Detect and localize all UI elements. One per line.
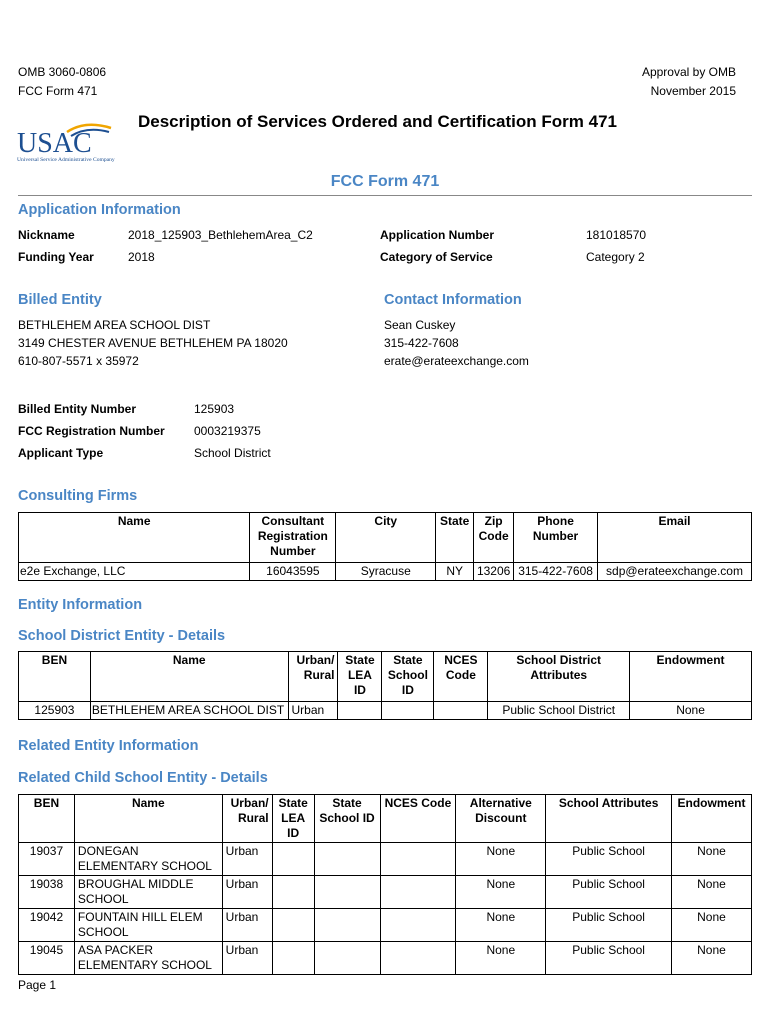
child-alt-discount: None [456, 942, 546, 975]
consulting-registration: 16043595 [250, 563, 336, 581]
table-row [19, 702, 752, 720]
child-header-endowment: Endowment [671, 795, 751, 843]
child-attributes: Public School [546, 843, 672, 876]
child-name: ASA PACKER ELEMENTARY SCHOOL [74, 942, 222, 975]
child-header-ben: BEN [19, 795, 75, 843]
child-header-state-lea: State LEA ID [272, 795, 314, 843]
child-attributes: Public School [546, 909, 672, 942]
page-number: Page 1 [18, 978, 57, 992]
district-header-attributes: School District Attributes [488, 652, 630, 702]
child-endowment: None [671, 876, 751, 909]
child-attributes: Public School [546, 876, 672, 909]
consulting-zip: 13206 [474, 563, 514, 581]
contact-name: Sean Cuskey [384, 318, 456, 332]
child-name: BROUGHAL MIDDLE SCHOOL [74, 876, 222, 909]
child-nces [380, 909, 456, 942]
child-nces [380, 942, 456, 975]
district-header-endowment: Endowment [630, 652, 752, 702]
district-nces [434, 702, 488, 720]
form-number: FCC Form 471 [18, 84, 98, 98]
consulting-email: sdp@erateexchange.com [598, 563, 752, 581]
billed-entity-number-label: Billed Entity Number [18, 402, 137, 416]
child-header-name: Name [74, 795, 222, 843]
child-header-attributes: School Attributes [546, 795, 672, 843]
consulting-header-email: Email [598, 513, 752, 563]
district-state-school [382, 702, 434, 720]
child-state-school [314, 843, 380, 876]
nickname-value: 2018_125903_BethlehemArea_C2 [128, 228, 313, 242]
child-name: FOUNTAIN HILL ELEM SCHOOL [74, 909, 222, 942]
contact-info-heading: Contact Information [384, 292, 522, 308]
district-header-state-lea: State LEA ID [338, 652, 382, 702]
child-state-school [314, 876, 380, 909]
billed-entity-heading: Billed Entity [18, 292, 102, 308]
consulting-header-zip: Zip Code [474, 513, 514, 563]
consulting-firms-table [18, 512, 752, 581]
table-row [19, 843, 752, 876]
child-alt-discount: None [456, 843, 546, 876]
district-endowment: None [630, 702, 752, 720]
related-entity-heading: Related Entity Information [18, 738, 199, 754]
child-urban-rural: Urban [222, 942, 272, 975]
consulting-phone: 315-422-7608 [514, 563, 598, 581]
billed-entity-number-value: 125903 [194, 402, 235, 416]
document-title: Description of Services Ordered and Certification Form 471 [138, 112, 617, 131]
district-header-ben: BEN [19, 652, 91, 702]
table-row [19, 563, 752, 581]
entity-info-heading: Entity Information [18, 597, 143, 613]
child-endowment: None [671, 942, 751, 975]
child-alt-discount: None [456, 876, 546, 909]
district-name: BETHLEHEM AREA SCHOOL DIST [90, 702, 288, 720]
child-state-school [314, 942, 380, 975]
consulting-state: NY [436, 563, 474, 581]
application-info-heading: Application Information [18, 202, 181, 218]
district-header-urban-rural: Urban/ Rural [288, 652, 338, 702]
child-attributes: Public School [546, 942, 672, 975]
funding-year-value: 2018 [128, 250, 155, 264]
funding-year-label: Funding Year [18, 250, 94, 264]
district-state-lea [338, 702, 382, 720]
district-urban-rural: Urban [288, 702, 338, 720]
child-alt-discount: None [456, 909, 546, 942]
nickname-label: Nickname [18, 228, 75, 242]
category-label: Category of Service [380, 250, 493, 264]
contact-phone: 315-422-7608 [384, 336, 459, 350]
child-ben: 19037 [19, 843, 75, 876]
child-state-school [314, 909, 380, 942]
consulting-name: e2e Exchange, LLC [19, 563, 250, 581]
approval-date: November 2015 [650, 84, 736, 98]
consulting-header-name: Name [19, 513, 250, 563]
application-number-value: 181018570 [586, 228, 647, 242]
form-subtitle: FCC Form 471 [330, 173, 440, 190]
child-endowment: None [671, 909, 751, 942]
district-header-name: Name [90, 652, 288, 702]
billed-entity-address: 3149 CHESTER AVENUE BETHLEHEM PA 18020 [18, 336, 288, 350]
child-nces [380, 843, 456, 876]
child-urban-rural: Urban [222, 876, 272, 909]
table-row [19, 876, 752, 909]
title-divider [18, 195, 752, 196]
child-header-urban-rural: Urban/ Rural [222, 795, 272, 843]
child-header-alt-discount: Alternative Discount [456, 795, 546, 843]
usac-logo [15, 122, 135, 164]
district-attributes: Public School District [488, 702, 630, 720]
category-value: Category 2 [586, 250, 645, 264]
fcc-registration-value: 0003219375 [194, 424, 261, 438]
child-state-lea [272, 876, 314, 909]
related-child-table [18, 794, 752, 975]
applicant-type-label: Applicant Type [18, 446, 104, 460]
logo-subtext: Universal Service Administrative Company [17, 157, 115, 163]
table-row [19, 942, 752, 975]
child-header-state-school: State School ID [314, 795, 380, 843]
consulting-header-state: State [436, 513, 474, 563]
child-endowment: None [671, 843, 751, 876]
child-urban-rural: Urban [222, 843, 272, 876]
child-ben: 19042 [19, 909, 75, 942]
omb-number: OMB 3060-0806 [18, 65, 107, 79]
related-child-details-heading: Related Child School Entity - Details [18, 770, 268, 786]
district-header-nces: NCES Code [434, 652, 488, 702]
child-state-lea [272, 909, 314, 942]
child-state-lea [272, 942, 314, 975]
child-ben: 19045 [19, 942, 75, 975]
district-ben: 125903 [19, 702, 91, 720]
district-header-state-school: State School ID [382, 652, 434, 702]
contact-email: erate@erateexchange.com [384, 354, 529, 368]
child-nces [380, 876, 456, 909]
usac-logo-graphic [15, 122, 135, 164]
fcc-registration-label: FCC Registration Number [18, 424, 165, 438]
school-district-details-heading: School District Entity - Details [18, 628, 226, 644]
approval-label: Approval by OMB [641, 65, 736, 79]
consulting-city: Syracuse [336, 563, 436, 581]
school-district-table [18, 651, 752, 720]
application-number-label: Application Number [380, 228, 495, 242]
child-urban-rural: Urban [222, 909, 272, 942]
consulting-header-registration: Consultant Registration Number [250, 513, 336, 563]
applicant-type-value: School District [194, 446, 271, 460]
consulting-header-phone: Phone Number [514, 513, 598, 563]
billed-entity-name: BETHLEHEM AREA SCHOOL DIST [18, 318, 211, 332]
logo-text: USAC [17, 128, 92, 159]
table-row [19, 909, 752, 942]
billed-entity-phone: 610-807-5571 x 35972 [18, 354, 139, 368]
child-state-lea [272, 843, 314, 876]
consulting-header-city: City [336, 513, 436, 563]
consulting-firms-heading: Consulting Firms [18, 488, 138, 504]
child-header-nces: NCES Code [380, 795, 456, 843]
child-ben: 19038 [19, 876, 75, 909]
child-name: DONEGAN ELEMENTARY SCHOOL [74, 843, 222, 876]
